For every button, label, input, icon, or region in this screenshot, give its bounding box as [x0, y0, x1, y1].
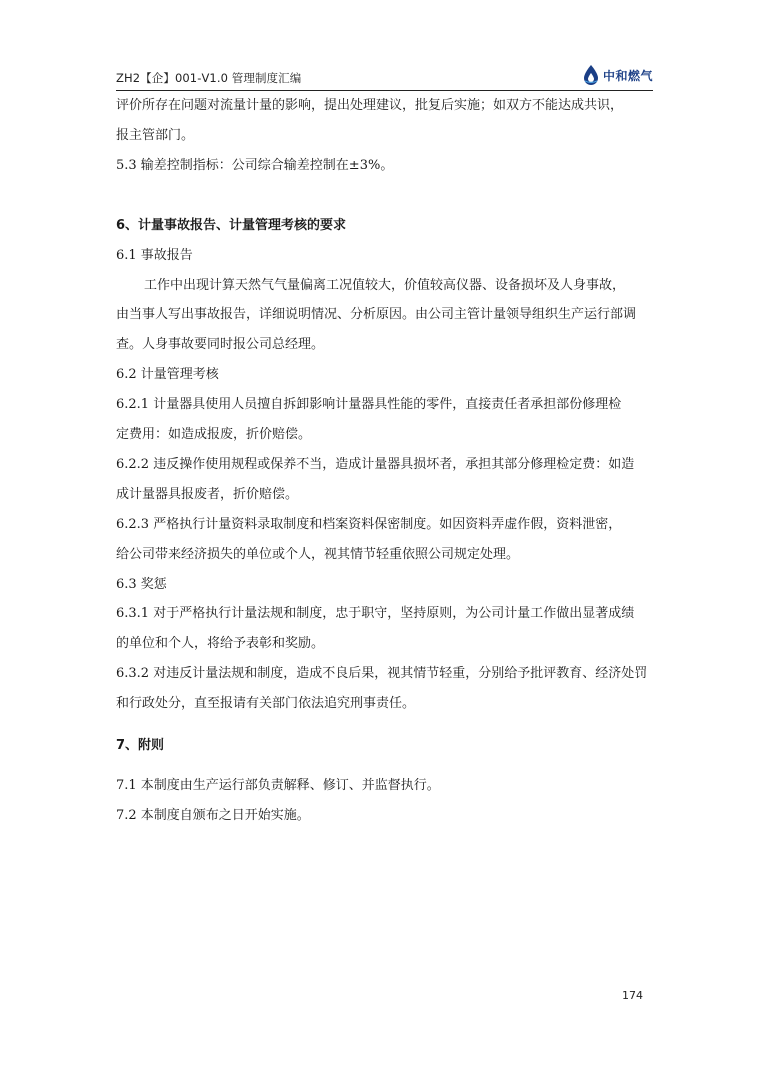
subsection-heading-6-1: 6.1 事故报告: [116, 248, 193, 263]
subsection-heading-6-2: 6.2 计量管理考核: [116, 367, 219, 382]
page-header: [116, 62, 653, 91]
flame-drop-icon: [582, 64, 600, 86]
section-heading-7: 7、附则: [116, 738, 165, 753]
clause-7-2: 7.2 本制度自颁布之日开始实施。: [116, 808, 310, 823]
clause-6-2-3: 6.2.3 严格执行计量资料录取制度和档案资料保密制度。如因资料弄虚作假，资料泄密，: [116, 517, 622, 532]
paragraph-line: 给公司带来经济损失的单位或个人，视其情节轻重依照公司规定处理。: [116, 547, 520, 562]
paragraph-line: 查。人身事故要同时报公司总经理。: [116, 337, 325, 352]
clause-7-1: 7.1 本制度由生产运行部负责解释、修订、并监督执行。: [116, 778, 440, 793]
paragraph-line: 报主管部门。: [116, 128, 195, 143]
clause-5-3: 5.3 输差控制指标：公司综合输差控制在±3%。: [116, 158, 394, 173]
subsection-heading-6-3: 6.3 奖惩: [116, 577, 167, 592]
paragraph-line: 评价所存在问题对流量计量的影响，提出处理建议，批复后实施；如双方不能达成共识，: [116, 98, 624, 113]
section-heading-6: 6、计量事故报告、计量管理考核的要求: [116, 218, 347, 233]
paragraph-line: 成计量器具报废者，折价赔偿。: [116, 487, 299, 502]
page-number: 174: [622, 989, 643, 1002]
document-code: ZH2【企】001-V1.0 管理制度汇编: [116, 71, 302, 85]
paragraph-line: 和行政处分，直至报请有关部门依法追究刑事责任。: [116, 696, 416, 711]
paragraph-line: 由当事人写出事故报告，详细说明情况、分析原因。由公司主管计量领导组织生产运行部调: [116, 307, 637, 322]
logo-text: 中和燃气: [602, 68, 653, 83]
paragraph-line: 定费用：如造成报废，折价赔偿。: [116, 427, 312, 442]
clause-6-3-1: 6.3.1 对于严格执行计量法规和制度，忠于职守，坚持原则，为公司计量工作做出显著成绩: [116, 606, 635, 621]
company-logo: [582, 62, 653, 88]
clause-6-2-1: 6.2.1 计量器具使用人员擅自拆卸影响计量器具性能的零件，直接责任者承担部份修理检: [116, 397, 622, 412]
clause-6-2-2: 6.2.2 违反操作使用规程或保养不当，造成计量器具损坏者，承担其部分修理检定费：如造: [116, 457, 635, 472]
clause-6-3-2: 6.3.2 对违反计量法规和制度，造成不良后果，视其情节轻重，分别给予批评教育、经济处罚: [116, 666, 648, 681]
paragraph-line: 的单位和个人，将给予表彰和奖励。: [116, 636, 325, 651]
paragraph-line: 工作中出现计算天然气气量偏离工况值较大，价值较高仪器、设备损坏及人身事故，: [144, 278, 626, 293]
